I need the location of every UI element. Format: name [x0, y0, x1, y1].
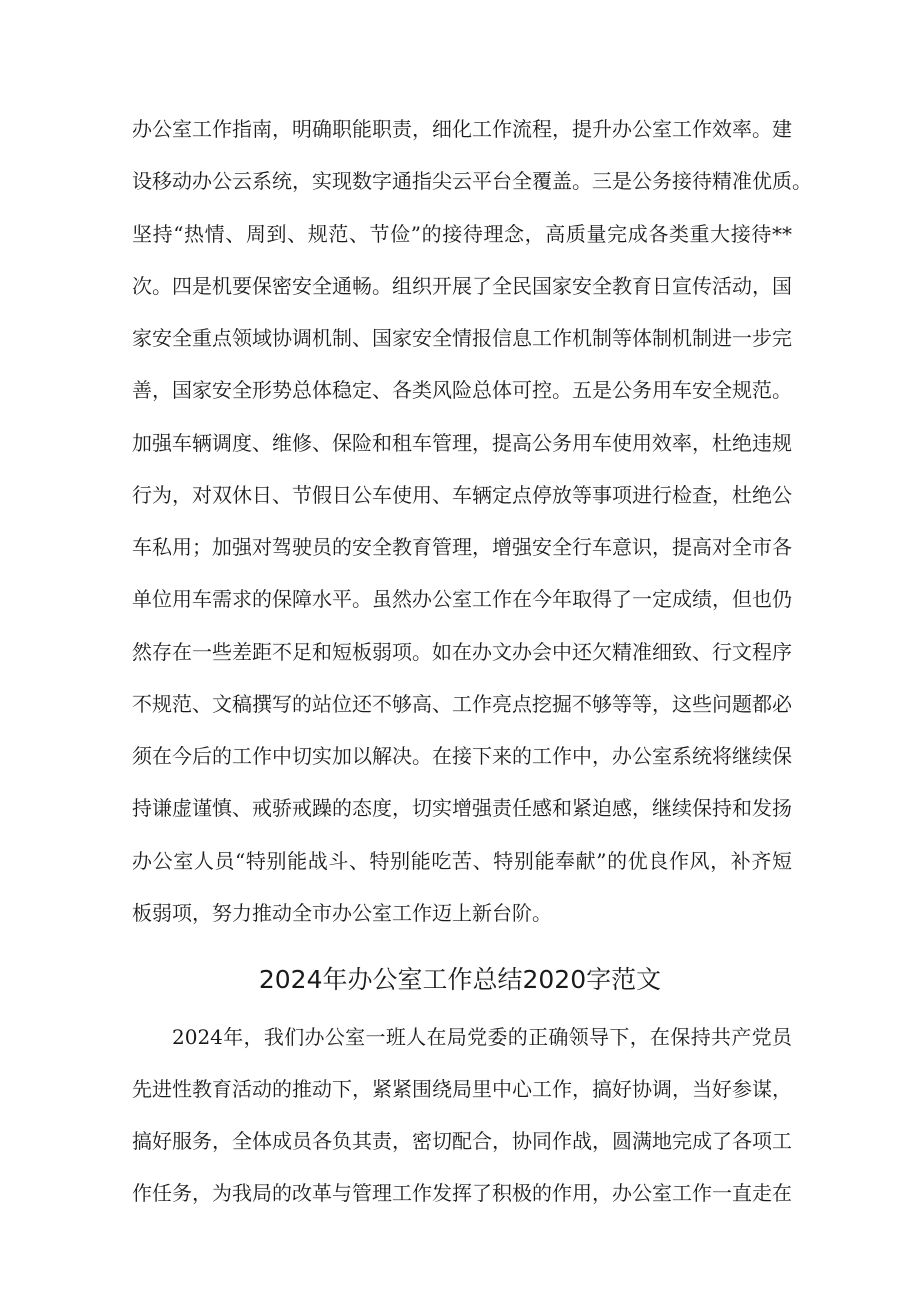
paragraph-line: 行为，对双休日、节假日公车使用、车辆定点停放等事项进行检查，杜绝公 — [132, 483, 792, 507]
paragraph-line: 加强车辆调度、维修、保险和租车管理，提高公务用车使用效率，杜绝违规 — [132, 431, 792, 455]
paragraph-line: 单位用车需求的保障水平。虽然办公室工作在今年取得了一定成绩，但也仍 — [132, 587, 792, 611]
document-title: 2024年办公室工作总结2020字范文 — [258, 965, 662, 994]
paragraph-line: 2024年，我们办公室一班人在局党委的正确领导下，在保持共产党员 — [172, 1025, 792, 1049]
paragraph-line: 作任务，为我局的改革与管理工作发挥了积极的作用，办公室工作一直走在 — [132, 1181, 792, 1205]
paragraph-line: 不规范、文稿撰写的站位还不够高、工作亮点挖掘不够等等，这些问题都必 — [132, 692, 792, 716]
paragraph-line: 设移动办公云系统，实现数字通指尖云平台全覆盖。三是公务接待精准优质。 — [132, 169, 812, 193]
paragraph-line: 办公室工作指南，明确职能职责，细化工作流程，提升办公室工作效率。建 — [132, 117, 792, 141]
paragraph-line: 然存在一些差距不足和短板弱项。如在办文办会中还欠精准细致、行文程序 — [132, 640, 792, 664]
paragraph-line: 板弱项，努力推动全市办公室工作迈上新台阶。 — [132, 901, 552, 925]
paragraph-line: 车私用；加强对驾驶员的安全教育管理，增强安全行车意识，提高对全市各 — [132, 535, 792, 559]
paragraph-line: 先进性教育活动的推动下，紧紧围绕局里中心工作，搞好协调，当好参谋， — [132, 1077, 792, 1101]
paragraph-line: 办公室人员“特别能战斗、特别能吃苦、特别能奉献”的优良作风，补齐短 — [132, 849, 792, 873]
paragraph-line: 坚持“热情、周到、规范、节俭”的接待理念，高质量完成各类重大接待** — [132, 222, 792, 246]
paragraph-line: 家安全重点领域协调机制、国家安全情报信息工作机制等体制机制进一步完 — [132, 326, 792, 350]
paragraph-line: 须在今后的工作中切实加以解决。在接下来的工作中，办公室系统将继续保 — [132, 744, 792, 768]
paragraph-line: 次。四是机要保密安全通畅。组织开展了全民国家安全教育日宣传活动，国 — [132, 274, 792, 298]
paragraph-line: 持谦虚谨慎、戒骄戒躁的态度，切实增强责任感和紧迫感，继续保持和发扬 — [132, 796, 792, 820]
paragraph-line: 善，国家安全形势总体稳定、各类风险总体可控。五是公务用车安全规范。 — [132, 378, 792, 402]
paragraph-line: 搞好服务，全体成员各负其责，密切配合，协同作战，圆满地完成了各项工 — [132, 1129, 792, 1153]
